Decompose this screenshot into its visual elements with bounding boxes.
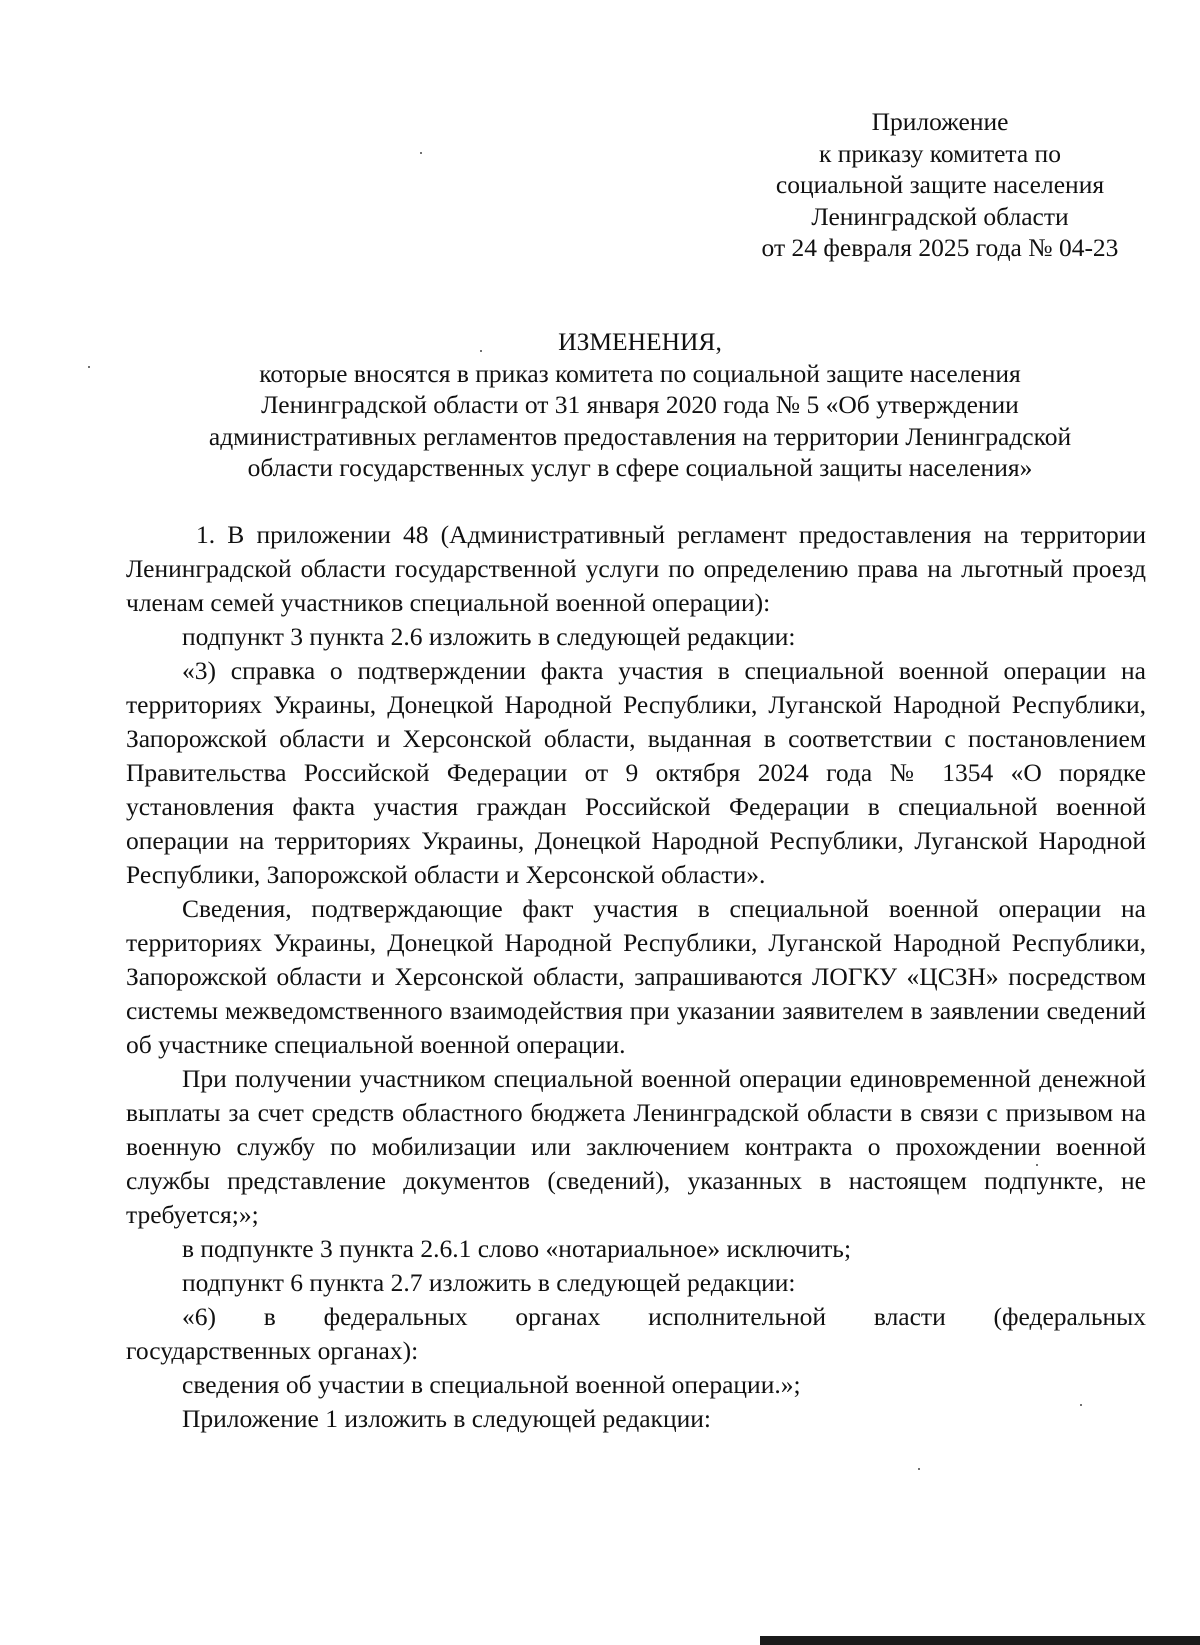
document-heading [120, 326, 1160, 484]
heading-line: Ленинградской области от 31 января 2020 года № 5 «Об утверждении [261, 390, 1019, 419]
paragraph-8-line-2: государственных органах): [126, 1336, 419, 1365]
scan-speck [420, 152, 422, 154]
appendix-line: Ленинградской области [811, 201, 1069, 231]
scan-speck [1036, 1164, 1038, 1166]
paragraph-2: подпункт 3 пункта 2.6 изложить в следующей редакции: [182, 622, 796, 651]
appendix-line: социальной защите населения [775, 170, 1105, 199]
paragraph-8-line-1: «6) в федеральных органах исполнительной власти (федеральных [182, 1302, 1146, 1331]
appendix-line: Приложение [871, 107, 1009, 136]
heading-line: административных регламентов предоставления на территории Ленинградской [208, 421, 1072, 451]
heading-line: области государственных услуг в сфере социальной защиты населения» [247, 453, 1033, 482]
paragraph-1: 1. В приложении 48 (Административный регламент предоставления на территории Ленинградской области государственной услуги по определению права на льготный проезд членам семей участников специальной военной операции): [126, 520, 1146, 617]
document-body [126, 518, 1146, 1436]
heading-line: которые вносятся в приказ комитета по социальной защите населения [259, 358, 1021, 388]
paragraph-10: Приложение 1 изложить в следующей редакции: [182, 1404, 711, 1433]
scan-speck [480, 350, 482, 352]
paragraph-7: подпункт 6 пункта 2.7 изложить в следующей редакции: [182, 1268, 796, 1297]
paragraph-5: При получении участником специальной военной операции единовременной денежной выплаты за счет средств областного бюджета Ленинградской области в связи с призывом на военную службу по мобилизации или заключением контракта о прохождении военной службы представление документов (сведений), указанных в настоящем подпункте, не требуется;»; [126, 1064, 1146, 1229]
heading-title: ИЗМЕНЕНИЯ, [558, 327, 722, 356]
appendix-block [730, 106, 1150, 264]
paragraph-4: Сведения, подтверждающие факт участия в специальной военной операции на территориях Украины, Донецкой Народной Республики, Луганской Народной Республики, Запорожской области и Херсонской области, запрашиваются ЛОГКУ «ЦСЗН» посредством системы межведомственного взаимодействия при указании заявителем в заявлении сведений об участнике специальной военной операции. [126, 894, 1146, 1059]
scan-speck [88, 366, 90, 368]
scan-edge-bar [760, 1636, 1200, 1645]
paragraph-3: «3) справка о подтверждении факта участия в специальной военной операции на территориях Украины, Донецкой Народной Республики, Луганской Народной Республики, Запорожской области и Херсонской области, выданная в соответствии с постановлением Правительства Российской Федерации от 9 октября 2024 года № 1354 «О порядке установления факта участия граждан Российской Федерации в специальной военной операции на территориях Украины, Донецкой Народной Республики, Луганской Народной Республики, Запорожской области и Херсонской области». [126, 656, 1146, 889]
appendix-line: к приказу комитета по [819, 138, 1061, 168]
scan-speck [1080, 1404, 1082, 1406]
paragraph-9: сведения об участии в специальной военной операции.»; [182, 1370, 801, 1399]
scan-speck [918, 1468, 920, 1470]
paragraph-8 [126, 1300, 1146, 1368]
paragraph-6: в подпункте 3 пункта 2.6.1 слово «нотариальное» исключить; [182, 1234, 852, 1263]
appendix-line: от 24 февраля 2025 года № 04-23 [761, 233, 1119, 262]
